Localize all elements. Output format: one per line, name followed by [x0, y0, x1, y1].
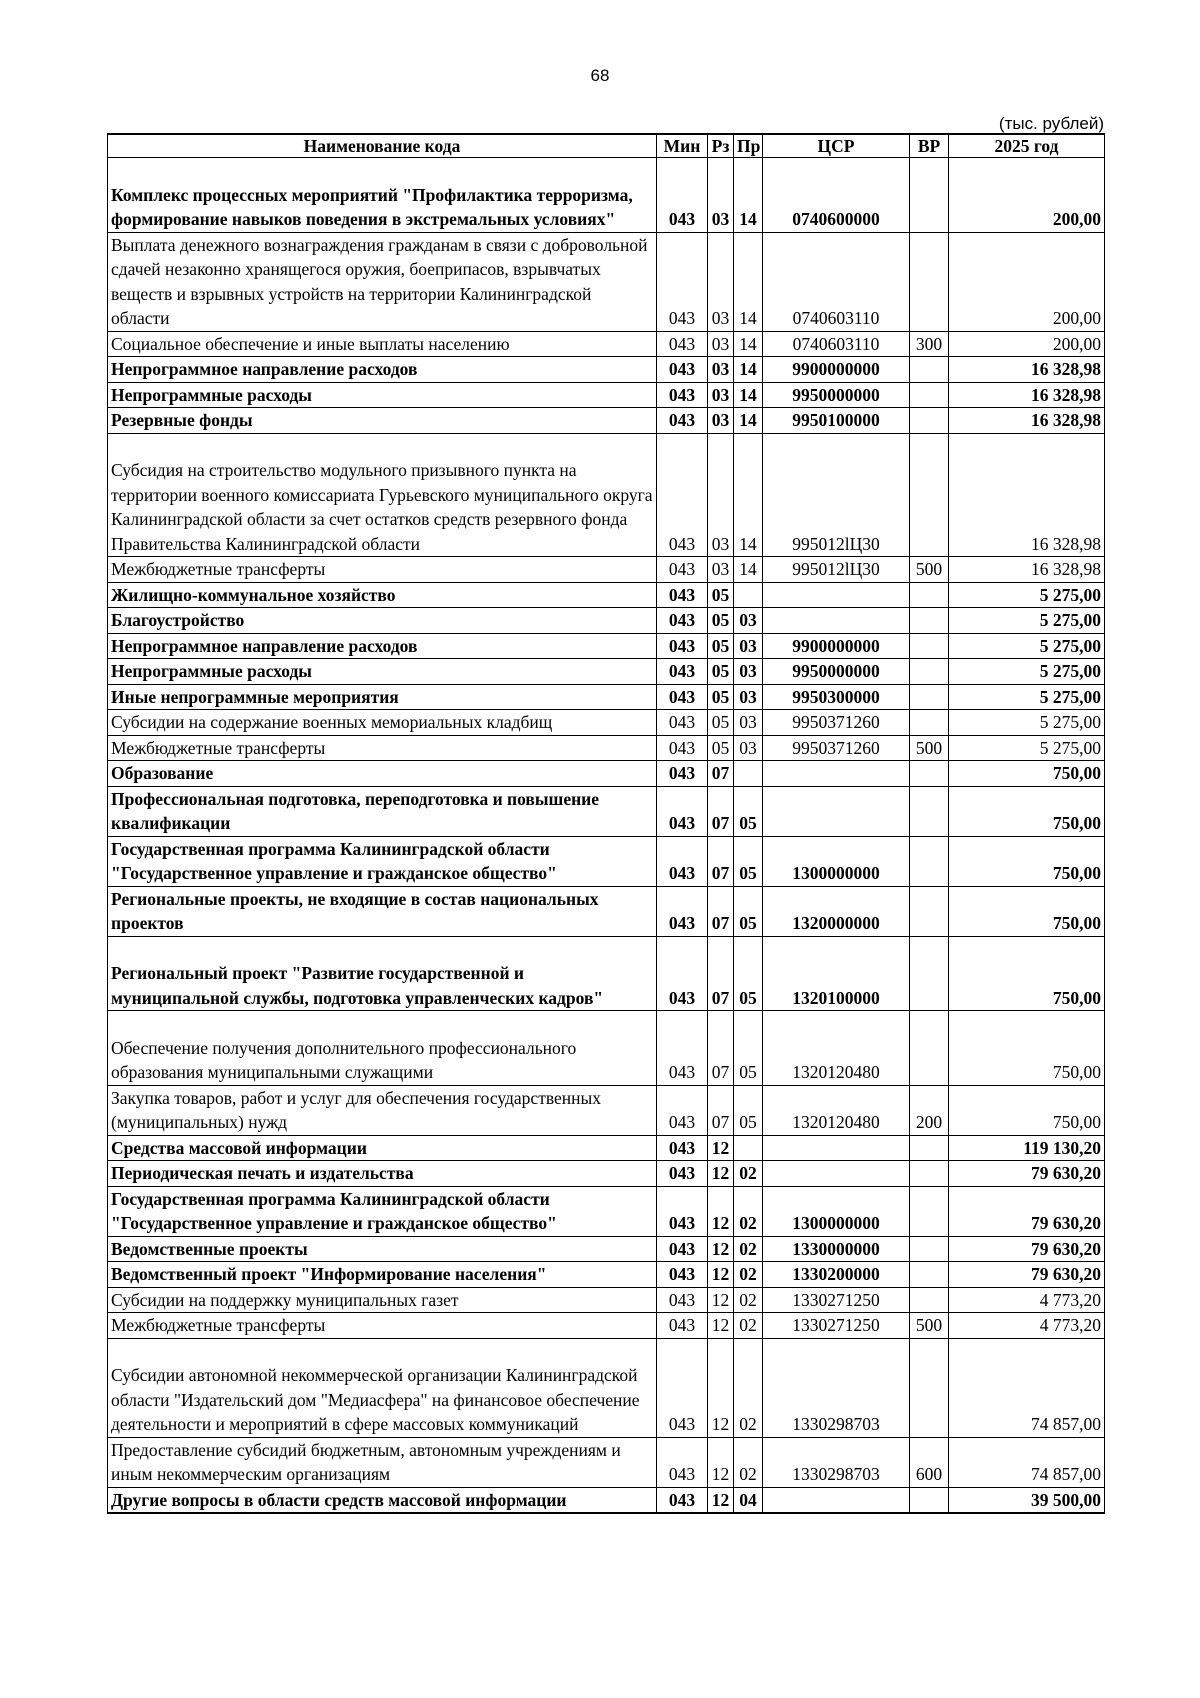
cell-name: Другие вопросы в области средств массовой информации: [108, 1487, 657, 1513]
cell-csr: 995012lЦ30: [763, 433, 910, 557]
cell-name: Предоставление субсидий бюджетным, автономным учреждениям и иным некоммерческим организациям: [108, 1437, 657, 1487]
cell-name: Выплата денежного вознаграждения гражданам в связи с добровольной сдачей незаконно хранящегося оружия, боеприпасов, взрывчатых веществ и взрывных устройств на территории Калининградской области: [108, 232, 657, 331]
cell-name: Образование: [108, 761, 657, 787]
table-header: [108, 134, 1105, 158]
cell-amount: 750,00: [949, 786, 1105, 836]
cell-amount: 79 630,20: [949, 1186, 1105, 1236]
cell-pr: 05: [734, 836, 763, 886]
cell-rz: 12: [708, 1487, 734, 1513]
cell-pr: 03: [734, 684, 763, 710]
cell-pr: [734, 761, 763, 787]
cell-amount: 74 857,00: [949, 1437, 1105, 1487]
cell-pr: 02: [734, 1161, 763, 1187]
cell-pr: 14: [734, 433, 763, 557]
cell-rz: 05: [708, 735, 734, 761]
cell-vr: [910, 232, 949, 331]
table-row: [108, 1287, 1105, 1313]
cell-rz: 03: [708, 158, 734, 233]
cell-amount: 750,00: [949, 836, 1105, 886]
cell-min: 043: [657, 1287, 708, 1313]
cell-name: Межбюджетные трансферты: [108, 1313, 657, 1339]
cell-csr: 1320000000: [763, 886, 910, 936]
cell-min: 043: [657, 582, 708, 608]
cell-min: 043: [657, 1262, 708, 1288]
cell-amount: 79 630,20: [949, 1161, 1105, 1187]
cell-vr: 500: [910, 735, 949, 761]
cell-amount: 16 328,98: [949, 408, 1105, 434]
cell-amount: 750,00: [949, 1011, 1105, 1086]
cell-csr: 1300000000: [763, 1186, 910, 1236]
cell-vr: [910, 1287, 949, 1313]
cell-pr: 05: [734, 886, 763, 936]
cell-vr: [910, 684, 949, 710]
cell-vr: [910, 1262, 949, 1288]
cell-rz: 12: [708, 1262, 734, 1288]
cell-vr: 300: [910, 331, 949, 357]
cell-csr: [763, 608, 910, 634]
cell-csr: 1330200000: [763, 1262, 910, 1288]
table-row: [108, 1011, 1105, 1086]
cell-min: 043: [657, 633, 708, 659]
header-amount: 2025 год: [949, 134, 1105, 158]
cell-name: Жилищно-коммунальное хозяйство: [108, 582, 657, 608]
cell-csr: [763, 761, 910, 787]
cell-amount: 750,00: [949, 761, 1105, 787]
cell-amount: 5 275,00: [949, 684, 1105, 710]
cell-pr: 14: [734, 158, 763, 233]
cell-rz: 12: [708, 1236, 734, 1262]
cell-min: 043: [657, 761, 708, 787]
cell-min: 043: [657, 710, 708, 736]
cell-min: 043: [657, 433, 708, 557]
cell-vr: [910, 357, 949, 383]
cell-min: 043: [657, 1437, 708, 1487]
cell-min: 043: [657, 557, 708, 583]
cell-amount: 16 328,98: [949, 382, 1105, 408]
cell-pr: 14: [734, 382, 763, 408]
table-row: [108, 1437, 1105, 1487]
cell-csr: [763, 1135, 910, 1161]
cell-pr: 05: [734, 1011, 763, 1086]
header-row: [108, 134, 1105, 158]
cell-rz: 03: [708, 382, 734, 408]
cell-amount: 200,00: [949, 158, 1105, 233]
table-row: [108, 1487, 1105, 1513]
cell-vr: [910, 408, 949, 434]
cell-pr: 02: [734, 1313, 763, 1339]
cell-name: Субсидии на поддержку муниципальных газет: [108, 1287, 657, 1313]
table-row: [108, 557, 1105, 583]
cell-pr: 03: [734, 659, 763, 685]
cell-name: Непрограммные расходы: [108, 382, 657, 408]
cell-name: Резервные фонды: [108, 408, 657, 434]
cell-min: 043: [657, 382, 708, 408]
cell-rz: 07: [708, 936, 734, 1011]
cell-min: 043: [657, 1236, 708, 1262]
cell-rz: 05: [708, 684, 734, 710]
cell-vr: [910, 710, 949, 736]
header-pr: Пр: [734, 134, 763, 158]
cell-pr: 02: [734, 1262, 763, 1288]
cell-csr: [763, 1161, 910, 1187]
cell-vr: [910, 633, 949, 659]
cell-name: Средства массовой информации: [108, 1135, 657, 1161]
cell-name: Обеспечение получения дополнительного профессионального образования муниципальными служащими: [108, 1011, 657, 1086]
cell-amount: 200,00: [949, 232, 1105, 331]
cell-vr: [910, 1338, 949, 1437]
cell-vr: [910, 382, 949, 408]
cell-csr: 9950371260: [763, 710, 910, 736]
cell-amount: 4 773,20: [949, 1313, 1105, 1339]
cell-rz: 07: [708, 761, 734, 787]
cell-name: Благоустройство: [108, 608, 657, 634]
table-row: [108, 1338, 1105, 1437]
cell-rz: 05: [708, 582, 734, 608]
cell-name: Межбюджетные трансферты: [108, 735, 657, 761]
cell-name: Субсидии на содержание военных мемориальных кладбищ: [108, 710, 657, 736]
cell-pr: [734, 1135, 763, 1161]
table-row: [108, 331, 1105, 357]
cell-pr: 04: [734, 1487, 763, 1513]
cell-min: 043: [657, 1161, 708, 1187]
table-row: [108, 1161, 1105, 1187]
cell-rz: 12: [708, 1186, 734, 1236]
cell-min: 043: [657, 684, 708, 710]
cell-amount: 119 130,20: [949, 1135, 1105, 1161]
cell-name: Закупка товаров, работ и услуг для обеспечения государственных (муниципальных) нужд: [108, 1085, 657, 1135]
table-row: [108, 836, 1105, 886]
cell-amount: 5 275,00: [949, 710, 1105, 736]
cell-pr: 14: [734, 557, 763, 583]
cell-csr: 9950000000: [763, 382, 910, 408]
cell-min: 043: [657, 659, 708, 685]
cell-name: Региональный проект "Развитие государственной и муниципальной службы, подготовка управленческих кадров": [108, 936, 657, 1011]
cell-amount: 5 275,00: [949, 735, 1105, 761]
cell-csr: [763, 582, 910, 608]
cell-pr: 03: [734, 710, 763, 736]
cell-min: 043: [657, 1085, 708, 1135]
cell-min: 043: [657, 408, 708, 434]
header-min: Мин: [657, 134, 708, 158]
page-number: 68: [590, 66, 610, 85]
cell-amount: 200,00: [949, 331, 1105, 357]
cell-vr: [910, 1186, 949, 1236]
cell-pr: 14: [734, 408, 763, 434]
cell-name: Иные непрограммные мероприятия: [108, 684, 657, 710]
table-row: [108, 1262, 1105, 1288]
cell-csr: 1320100000: [763, 936, 910, 1011]
cell-min: 043: [657, 357, 708, 383]
table-row: [108, 1236, 1105, 1262]
cell-name: Социальное обеспечение и иные выплаты населению: [108, 331, 657, 357]
header-rz: Рз: [708, 134, 734, 158]
cell-csr: [763, 1487, 910, 1513]
cell-vr: [910, 786, 949, 836]
cell-name: Непрограммное направление расходов: [108, 357, 657, 383]
cell-csr: 1320120480: [763, 1085, 910, 1135]
cell-min: 043: [657, 1011, 708, 1086]
cell-pr: 05: [734, 936, 763, 1011]
cell-pr: 02: [734, 1186, 763, 1236]
cell-name: Межбюджетные трансферты: [108, 557, 657, 583]
cell-pr: [734, 582, 763, 608]
cell-min: 043: [657, 232, 708, 331]
cell-amount: 750,00: [949, 1085, 1105, 1135]
cell-rz: 07: [708, 1011, 734, 1086]
cell-rz: 07: [708, 786, 734, 836]
cell-rz: 05: [708, 608, 734, 634]
cell-vr: 500: [910, 557, 949, 583]
cell-name: Субсидии автономной некоммерческой организации Калининградской области "Издательский дом "Медиасфера" на финансовое обеспечение деятельности и мероприятий в сфере массовых коммуникаций: [108, 1338, 657, 1437]
table-row: [108, 1135, 1105, 1161]
table-row: [108, 582, 1105, 608]
cell-min: 043: [657, 836, 708, 886]
cell-vr: [910, 1161, 949, 1187]
cell-vr: [910, 433, 949, 557]
cell-csr: 1330271250: [763, 1287, 910, 1313]
cell-vr: [910, 608, 949, 634]
cell-min: 043: [657, 331, 708, 357]
cell-amount: 16 328,98: [949, 433, 1105, 557]
cell-min: 043: [657, 1186, 708, 1236]
cell-name: Комплекс процессных мероприятий "Профилактика терроризма, формирование навыков поведения в экстремальных условиях": [108, 158, 657, 233]
table-body: [108, 158, 1105, 1514]
cell-rz: 03: [708, 331, 734, 357]
cell-min: 043: [657, 1313, 708, 1339]
cell-rz: 03: [708, 408, 734, 434]
cell-vr: [910, 761, 949, 787]
cell-rz: 07: [708, 1085, 734, 1135]
cell-csr: 9900000000: [763, 357, 910, 383]
cell-csr: 1330000000: [763, 1236, 910, 1262]
cell-rz: 03: [708, 357, 734, 383]
cell-amount: 16 328,98: [949, 557, 1105, 583]
cell-vr: [910, 1011, 949, 1086]
cell-amount: 79 630,20: [949, 1236, 1105, 1262]
cell-rz: 03: [708, 232, 734, 331]
cell-pr: 02: [734, 1437, 763, 1487]
cell-name: Государственная программа Калининградской области "Государственное управление и гражданское общество": [108, 1186, 657, 1236]
cell-vr: [910, 158, 949, 233]
cell-csr: 995012lЦ30: [763, 557, 910, 583]
cell-csr: 9950100000: [763, 408, 910, 434]
cell-csr: 1330298703: [763, 1437, 910, 1487]
cell-rz: 07: [708, 836, 734, 886]
cell-pr: 03: [734, 633, 763, 659]
cell-pr: 05: [734, 786, 763, 836]
cell-amount: 750,00: [949, 936, 1105, 1011]
cell-vr: [910, 1487, 949, 1513]
cell-csr: 1320120480: [763, 1011, 910, 1086]
cell-amount: 79 630,20: [949, 1262, 1105, 1288]
cell-rz: 05: [708, 710, 734, 736]
cell-name: Региональные проекты, не входящие в состав национальных проектов: [108, 886, 657, 936]
cell-amount: 5 275,00: [949, 582, 1105, 608]
cell-csr: 0740603110: [763, 331, 910, 357]
cell-rz: 05: [708, 659, 734, 685]
cell-name: Ведомственный проект "Информирование населения": [108, 1262, 657, 1288]
cell-vr: [910, 1135, 949, 1161]
table-row: [108, 786, 1105, 836]
table-row: [108, 608, 1105, 634]
cell-min: 043: [657, 786, 708, 836]
cell-pr: 14: [734, 232, 763, 331]
cell-name: Непрограммное направление расходов: [108, 633, 657, 659]
table-row: [108, 1085, 1105, 1135]
cell-pr: 14: [734, 331, 763, 357]
cell-vr: [910, 836, 949, 886]
cell-amount: 5 275,00: [949, 633, 1105, 659]
cell-vr: 600: [910, 1437, 949, 1487]
cell-min: 043: [657, 608, 708, 634]
cell-amount: 750,00: [949, 886, 1105, 936]
cell-min: 043: [657, 886, 708, 936]
cell-csr: 0740603110: [763, 232, 910, 331]
cell-pr: 03: [734, 608, 763, 634]
budget-table: [107, 133, 1105, 1514]
table-row: [108, 1186, 1105, 1236]
cell-name: Профессиональная подготовка, переподготовка и повышение квалификации: [108, 786, 657, 836]
cell-min: 043: [657, 1135, 708, 1161]
cell-vr: [910, 659, 949, 685]
cell-rz: 12: [708, 1338, 734, 1437]
cell-amount: 74 857,00: [949, 1338, 1105, 1437]
cell-min: 043: [657, 936, 708, 1011]
cell-amount: 4 773,20: [949, 1287, 1105, 1313]
table-row: [108, 232, 1105, 331]
cell-rz: 03: [708, 557, 734, 583]
table-row: [108, 1313, 1105, 1339]
cell-csr: 9950371260: [763, 735, 910, 761]
cell-vr: [910, 1236, 949, 1262]
table-row: [108, 710, 1105, 736]
cell-vr: 200: [910, 1085, 949, 1135]
units-label: (тыс. рублей): [998, 114, 1104, 133]
cell-name: Непрограммные расходы: [108, 659, 657, 685]
cell-min: 043: [657, 158, 708, 233]
cell-pr: 05: [734, 1085, 763, 1135]
cell-csr: 1300000000: [763, 836, 910, 886]
cell-vr: [910, 936, 949, 1011]
header-vr: ВР: [910, 134, 949, 158]
cell-csr: 1330298703: [763, 1338, 910, 1437]
table-row: [108, 158, 1105, 233]
table-row: [108, 357, 1105, 383]
cell-amount: 39 500,00: [949, 1487, 1105, 1513]
cell-name: Периодическая печать и издательства: [108, 1161, 657, 1187]
cell-rz: 12: [708, 1287, 734, 1313]
table-row: [108, 761, 1105, 787]
cell-rz: 12: [708, 1161, 734, 1187]
table-row: [108, 684, 1105, 710]
cell-name: Государственная программа Калининградской области "Государственное управление и гражданское общество": [108, 836, 657, 886]
cell-csr: 9950000000: [763, 659, 910, 685]
cell-min: 043: [657, 735, 708, 761]
cell-rz: 12: [708, 1135, 734, 1161]
cell-amount: 5 275,00: [949, 608, 1105, 634]
cell-amount: 16 328,98: [949, 357, 1105, 383]
table-row: [108, 633, 1105, 659]
cell-pr: 02: [734, 1287, 763, 1313]
cell-rz: 03: [708, 433, 734, 557]
header-csr: ЦСР: [763, 134, 910, 158]
cell-csr: 9900000000: [763, 633, 910, 659]
cell-vr: [910, 582, 949, 608]
cell-csr: [763, 786, 910, 836]
cell-vr: [910, 886, 949, 936]
cell-csr: 0740600000: [763, 158, 910, 233]
cell-name: Ведомственные проекты: [108, 1236, 657, 1262]
cell-rz: 07: [708, 886, 734, 936]
cell-pr: 14: [734, 357, 763, 383]
cell-vr: 500: [910, 1313, 949, 1339]
cell-rz: 05: [708, 633, 734, 659]
cell-rz: 12: [708, 1313, 734, 1339]
cell-csr: 9950300000: [763, 684, 910, 710]
cell-min: 043: [657, 1487, 708, 1513]
cell-csr: 1330271250: [763, 1313, 910, 1339]
table-row: [108, 936, 1105, 1011]
table-row: [108, 659, 1105, 685]
table-row: [108, 433, 1105, 557]
table-row: [108, 408, 1105, 434]
cell-name: Субсидия на строительство модульного призывного пункта на территории военного комиссариата Гурьевского муниципального округа Калининградской области за счет остатков средств резервного фонда Правительства Калининградской области: [108, 433, 657, 557]
cell-min: 043: [657, 1338, 708, 1437]
table-row: [108, 886, 1105, 936]
cell-pr: 03: [734, 735, 763, 761]
cell-pr: 02: [734, 1338, 763, 1437]
table-row: [108, 735, 1105, 761]
cell-pr: 02: [734, 1236, 763, 1262]
cell-rz: 12: [708, 1437, 734, 1487]
header-name: Наименование кода: [108, 134, 657, 158]
table-row: [108, 382, 1105, 408]
cell-amount: 5 275,00: [949, 659, 1105, 685]
